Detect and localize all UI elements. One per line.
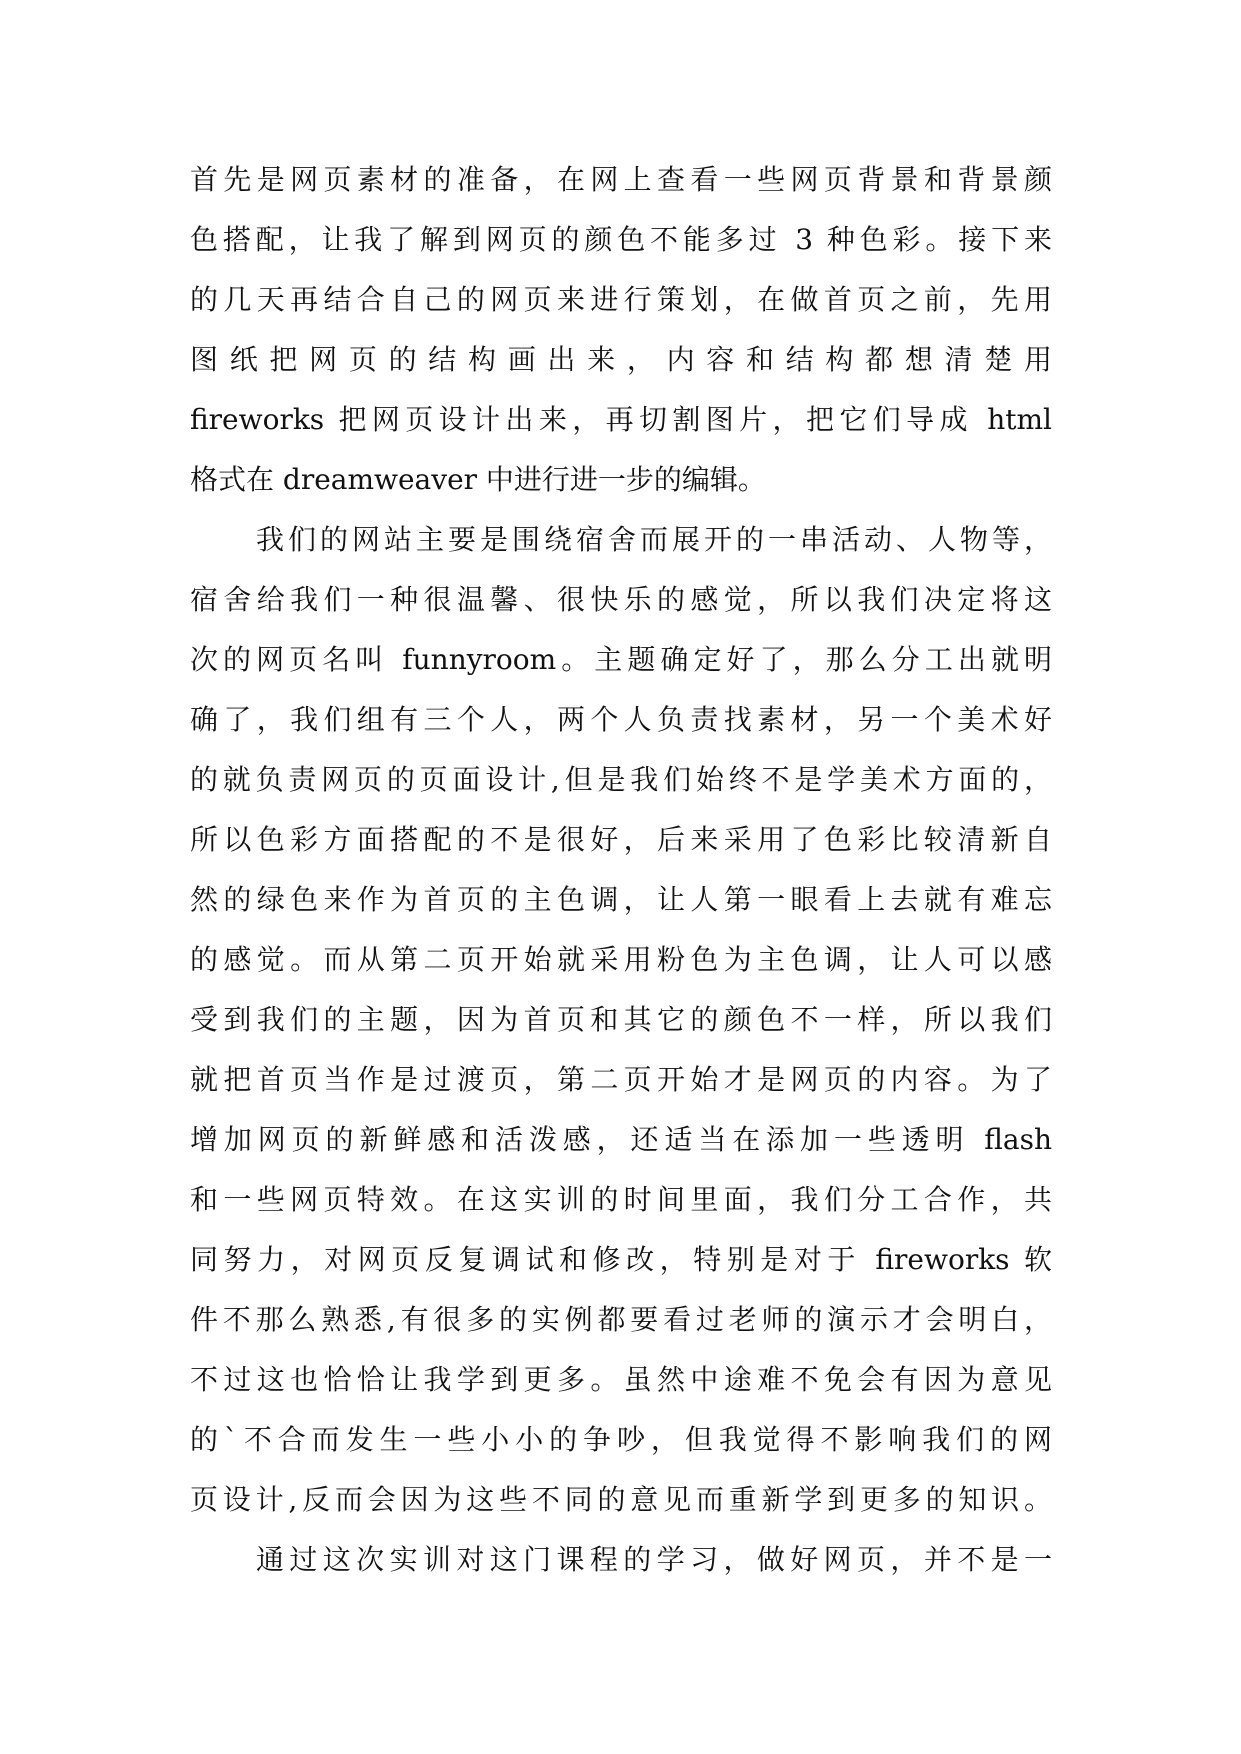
paragraph-2-line-6: 所以色彩方面搭配的不是很好，后来采用了色彩比较清新自 <box>190 823 1052 856</box>
paragraph-2-line-17: 页设计,反而会因为这些不同的意见而重新学到更多的知识。 <box>190 1483 1052 1516</box>
paragraph-3-line-1: 通过这次实训对这门课程的学习，做好网页，并不是一 <box>256 1543 1052 1576</box>
paragraph-2-line-12: 和一些网页特效。在这实训的时间里面，我们分工合作，共 <box>190 1183 1052 1216</box>
paragraph-2-line-10: 就把首页当作是过渡页，第二页开始才是网页的内容。为了 <box>190 1063 1052 1096</box>
paragraph-2-line-3: 次的网页名叫 funnyroom。主题确定好了，那么分工出就明 <box>190 643 1052 676</box>
paragraph-2-line-5: 的就负责网页的页面设计,但是我们始终不是学美术方面的， <box>190 763 1052 796</box>
paragraph-2-line-2: 宿舍给我们一种很温馨、很快乐的感觉，所以我们决定将这 <box>190 583 1052 616</box>
paragraph-1-line-2: 色搭配，让我了解到网页的颜色不能多过 3 种色彩。接下来 <box>190 223 1052 256</box>
paragraph-2-line-15: 不过这也恰恰让我学到更多。虽然中途难不免会有因为意见 <box>190 1363 1052 1396</box>
paragraph-1-line-6: 格式在 dreamweaver 中进行进一步的编辑。 <box>190 463 766 496</box>
paragraph-2-line-11: 增加网页的新鲜感和活泼感，还适当在添加一些透明 flash <box>190 1123 1052 1156</box>
paragraph-2-line-16: 的`不合而发生一些小小的争吵，但我觉得不影响我们的网 <box>190 1423 1052 1456</box>
paragraph-1-line-1: 首先是网页素材的准备，在网上查看一些网页背景和背景颜 <box>190 163 1052 196</box>
paragraph-1-line-3: 的几天再结合自己的网页来进行策划，在做首页之前，先用 <box>190 283 1052 316</box>
paragraph-2-line-1: 我们的网站主要是围绕宿舍而展开的一串活动、人物等， <box>256 523 1052 556</box>
paragraph-1-line-4: 图纸把网页的结构画出来，内容和结构都想清楚用 <box>190 343 1052 376</box>
paragraph-2-line-14: 件不那么熟悉,有很多的实例都要看过老师的演示才会明白， <box>190 1303 1052 1336</box>
paragraph-1-line-5: fireworks 把网页设计出来，再切割图片，把它们导成 html <box>190 403 1052 436</box>
paragraph-2-line-7: 然的绿色来作为首页的主色调，让人第一眼看上去就有难忘 <box>190 883 1052 916</box>
paragraph-2-line-13: 同努力，对网页反复调试和修改，特别是对于 fireworks 软 <box>190 1243 1052 1276</box>
paragraph-2-line-4: 确了，我们组有三个人，两个人负责找素材，另一个美术好 <box>190 703 1052 736</box>
paragraph-2-line-8: 的感觉。而从第二页开始就采用粉色为主色调，让人可以感 <box>190 943 1052 976</box>
paragraph-2-line-9: 受到我们的主题，因为首页和其它的颜色不一样，所以我们 <box>190 1003 1052 1036</box>
